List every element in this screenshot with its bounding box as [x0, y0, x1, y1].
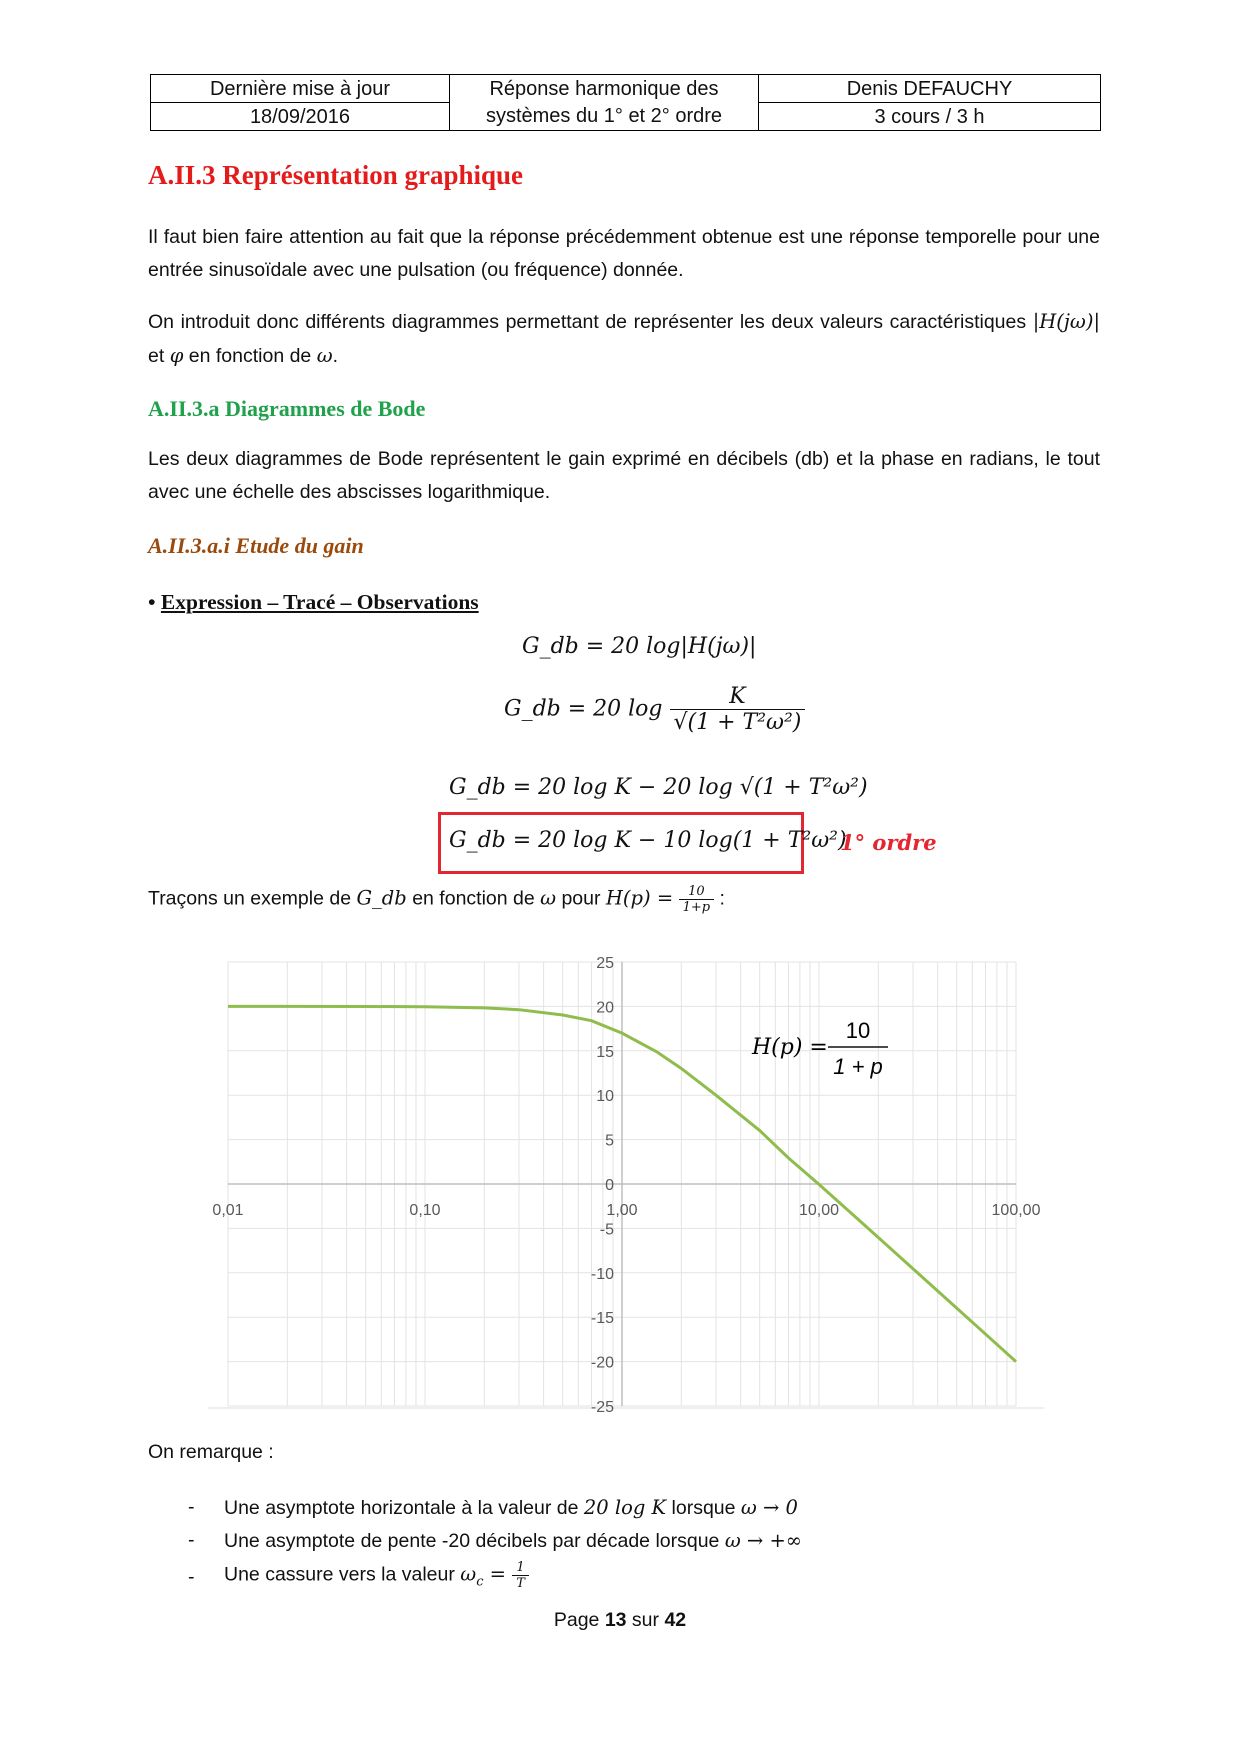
- y-tick-label: -10: [590, 1265, 614, 1283]
- example-hp: H(p) =: [605, 886, 674, 910]
- paragraph-2-function-of: en fonction de: [183, 345, 317, 367]
- order-label: 1° ordre: [840, 830, 937, 855]
- example-fraction: [679, 884, 715, 915]
- y-tick-label: 0: [605, 1177, 614, 1194]
- y-tick-label: -25: [590, 1399, 614, 1416]
- update-date: 18/09/2016: [151, 103, 450, 131]
- remark-3-dash: -: [188, 1566, 195, 1588]
- example-den: 1+p: [679, 899, 715, 915]
- x-tick-label: 1,00: [606, 1202, 638, 1219]
- y-tick-label: 20: [596, 999, 614, 1017]
- remark-3-omega: ω: [460, 1562, 477, 1586]
- remark-3-sub: c: [476, 1574, 484, 1590]
- subsubsection-title: A.II.3.a.i Etude du gain: [148, 533, 364, 558]
- remark-2-dash: -: [188, 1529, 195, 1551]
- y-tick-label: 10: [596, 1088, 614, 1106]
- section-paragraph-2: [148, 305, 1100, 373]
- footer-sur: sur: [626, 1609, 665, 1631]
- example-sentence: [148, 884, 725, 915]
- x-tick-label: 10,00: [798, 1202, 840, 1219]
- chart-grid: [208, 962, 1044, 1408]
- x-tick-labels: [212, 1202, 1040, 1219]
- remark-3-num: 1: [516, 1560, 525, 1575]
- example-gdb: G_db: [356, 886, 407, 910]
- remark-2-text: Une asymptote de pente -20 décibels par décade lorsque: [224, 1530, 725, 1552]
- title-line-1: Réponse harmonique des: [489, 77, 719, 100]
- equation-2-numerator: K: [729, 684, 746, 709]
- omega-symbol: ω: [316, 344, 333, 367]
- footer-page-number: 13: [604, 1609, 627, 1631]
- remark-3-text: Une cassure vers la valeur: [224, 1563, 461, 1586]
- remark-1-text2: lorsque: [666, 1497, 741, 1519]
- remark-1-math: 20 log K: [583, 1496, 667, 1519]
- phi-symbol: φ: [169, 344, 184, 367]
- remark-1-text: Une asymptote horizontale à la valeur de: [224, 1497, 584, 1519]
- example-omega: ω: [540, 886, 557, 910]
- annotation-lhs: H(p) =: [752, 1035, 828, 1060]
- y-tick-label: 15: [596, 1043, 614, 1061]
- equation-2-fraction: [670, 684, 806, 735]
- section-title: A.II.3 Représentation graphique: [148, 160, 524, 190]
- equation-3: G_db = 20 log K − 20 log √(1 + T²ω²): [449, 775, 868, 800]
- annotation-denominator: 1 + p: [833, 1054, 883, 1079]
- footer-page-label: Page: [553, 1609, 605, 1631]
- remark-1-content: [224, 1496, 798, 1520]
- remark-3-fraction: [512, 1560, 529, 1591]
- footer-total-pages: 42: [664, 1609, 687, 1631]
- bode-gain-chart: [204, 940, 1044, 1420]
- y-tick-label: -15: [590, 1310, 614, 1328]
- remark-3-den: T: [512, 1575, 529, 1591]
- remark-2-content: [224, 1529, 802, 1553]
- subsection-title: A.II.3.a Diagrammes de Bode: [148, 396, 426, 421]
- x-tick-label: 0,01: [212, 1202, 244, 1219]
- paragraph-2-dot: .: [332, 345, 339, 367]
- title-line-2: systèmes du 1° et 2° ordre: [485, 104, 723, 127]
- equation-2-denominator: √(1 + T²ω²): [670, 709, 806, 735]
- x-tick-label: 100,00: [991, 1202, 1041, 1219]
- equation-1: G_db = 20 log|H(jω)|: [522, 634, 757, 659]
- modulus-symbol: |H(jω)|: [1032, 310, 1101, 333]
- bullet-heading: [148, 590, 479, 615]
- example-text-mid: en fonction de: [406, 887, 541, 910]
- example-num: 10: [688, 884, 705, 899]
- remark-3-eq: =: [483, 1562, 513, 1586]
- remark-3-content: [224, 1560, 529, 1591]
- remark-2-math: ω → +∞: [724, 1529, 803, 1552]
- x-tick-label: 0,10: [409, 1202, 441, 1219]
- equation-4: G_db = 20 log K − 10 log(1 + T²ω²): [449, 828, 847, 853]
- y-tick-label: 25: [596, 955, 614, 972]
- remarks-intro: On remarque :: [148, 1441, 274, 1463]
- y-tick-label: -5: [599, 1221, 614, 1239]
- remark-1-math2: ω → 0: [740, 1496, 798, 1519]
- example-text-before: Traçons un exemple de: [148, 887, 357, 910]
- remark-1-dash: -: [188, 1496, 195, 1518]
- annotation-numerator: 10: [845, 1018, 871, 1043]
- equation-2-lhs: G_db = 20 log: [504, 696, 663, 722]
- y-tick-label: -20: [590, 1354, 614, 1372]
- duration: 3 cours / 3 h: [759, 103, 1101, 131]
- document-title: [450, 75, 759, 131]
- example-text-pour: pour: [556, 887, 606, 910]
- page-footer: [0, 1609, 1240, 1632]
- example-text-after: :: [714, 887, 725, 910]
- author: Denis DEFAUCHY: [759, 75, 1101, 103]
- header-table: [150, 74, 1101, 131]
- update-label: Dernière mise à jour: [151, 75, 450, 103]
- subsection-paragraph: Les deux diagrammes de Bode représentent le gain exprimé en décibels (db) et la phase en radians, le tout avec une échelle des abscisses logarithmique.: [148, 448, 1100, 503]
- equation-2: [504, 684, 805, 735]
- bullet-heading-text: Expression – Tracé – Observations: [160, 590, 479, 614]
- paragraph-2-and: et: [148, 345, 170, 367]
- bullet-dot: •: [148, 590, 156, 614]
- y-tick-label: 5: [605, 1132, 614, 1150]
- paragraph-2-text: On introduit donc différents diagrammes permettant de représenter les deux valeurs caractéristiques: [148, 311, 1027, 333]
- section-paragraph-1: Il faut bien faire attention au fait que la réponse précédemment obtenue est une réponse temporelle pour une entrée sinusoïdale avec une pulsation (ou fréquence) donnée.: [148, 226, 1100, 281]
